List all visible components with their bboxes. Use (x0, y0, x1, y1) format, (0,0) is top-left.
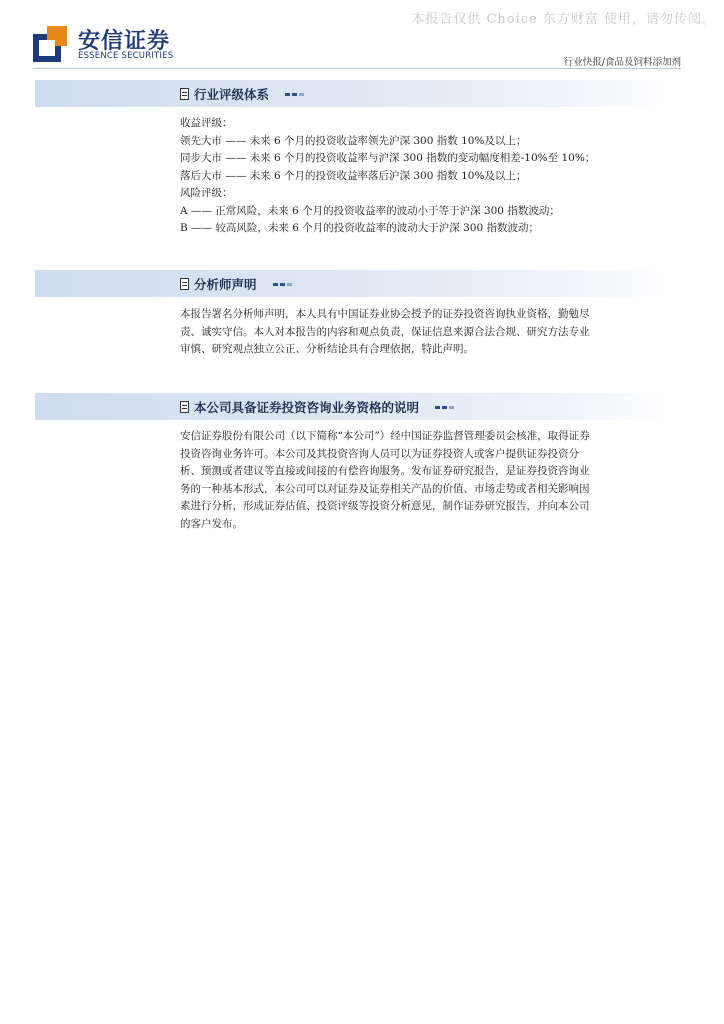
document-icon (180, 278, 189, 290)
paragraph-line: 务的一种基本形式，本公司可以对证券及证券相关产品的价值、市场走势或者相关影响因 (180, 482, 590, 495)
paragraph-line: 的客户发布。 (180, 517, 243, 530)
paragraph-line: 审慎、研究观点独立公正、分析结论具有合理依据，特此声明。 (180, 343, 474, 355)
watermark-text: 本报告仅供 Choice 东方财富 使用，请勿传阅。 (411, 12, 716, 27)
decorative-dots-icon (273, 283, 294, 286)
paragraph-line: 同步大市 —— 未来 6 个月的投资收益率与沪深 300 指数的变动幅度相差-10%至 10%； (180, 152, 596, 164)
analyst-statement-text (180, 306, 680, 359)
document-icon (180, 88, 189, 100)
report-category: 行业快报/食品及饲料添加剂 (563, 57, 681, 68)
logo-mark-icon (33, 26, 67, 62)
paragraph-line: 收益评级： (180, 117, 233, 129)
document-icon (180, 401, 189, 413)
paragraph-line: 安信证券股份有限公司（以下简称“本公司”）经中国证券监督管理委员会核准，取得证券 (180, 430, 590, 442)
decorative-dots-icon (435, 406, 456, 409)
qualification-text (180, 428, 680, 533)
decorative-dots-icon (285, 93, 306, 96)
paragraph-line: 风险评级： (180, 187, 233, 199)
paragraph-line: 责、诚实守信。本人对本报告的内容和观点负责，保证信息来源合法合规、研究方法专业 (180, 325, 590, 338)
paragraph-line: 本报告署名分析师声明，本人具有中国证券业协会授予的证券投资咨询执业资格，勤勉尽 (180, 308, 590, 320)
header-divider (33, 68, 681, 69)
paragraph-line: 落后大市 —— 未来 6 个月的投资收益率落后沪深 300 指数 10%及以上； (180, 169, 527, 182)
section-title: 行业评级体系 (194, 87, 270, 102)
logo-chinese-name: 安信证券 (78, 29, 171, 54)
paragraph-line: 投资咨询业务许可。本公司及其投资咨询人员可以为证券投资人或客户提供证券投资分 (180, 447, 579, 460)
section-header-qualification (35, 393, 676, 420)
section-header-rating-system (35, 80, 676, 107)
paragraph-line: B —— 较高风险，未来 6 个月的投资收益率的波动大于沪深 300 指数波动； (180, 222, 539, 234)
company-logo (33, 24, 193, 64)
paragraph-line: 素进行分析，形成证券估值、投资评级等投资分析意见，制作证券研究报告，并向本公司 (180, 500, 590, 512)
section-title: 分析师声明 (194, 277, 257, 292)
rating-system-text (180, 115, 680, 238)
paragraph-line: A —— 正常风险，未来 6 个月的投资收益率的波动小于等于沪深 300 指数波动； (180, 204, 560, 217)
logo-english-name: ESSENCE SECURITIES (78, 51, 174, 61)
paragraph-line: 领先大市 —— 未来 6 个月的投资收益率领先沪深 300 指数 10%及以上； (180, 134, 527, 147)
paragraph-line: 析、预测或者建议等直接或间接的有偿咨询服务。发布证券研究报告，是证券投资咨询业 (180, 465, 590, 477)
section-header-analyst-statement (35, 270, 676, 297)
section-title: 本公司具备证券投资咨询业务资格的说明 (194, 400, 420, 415)
